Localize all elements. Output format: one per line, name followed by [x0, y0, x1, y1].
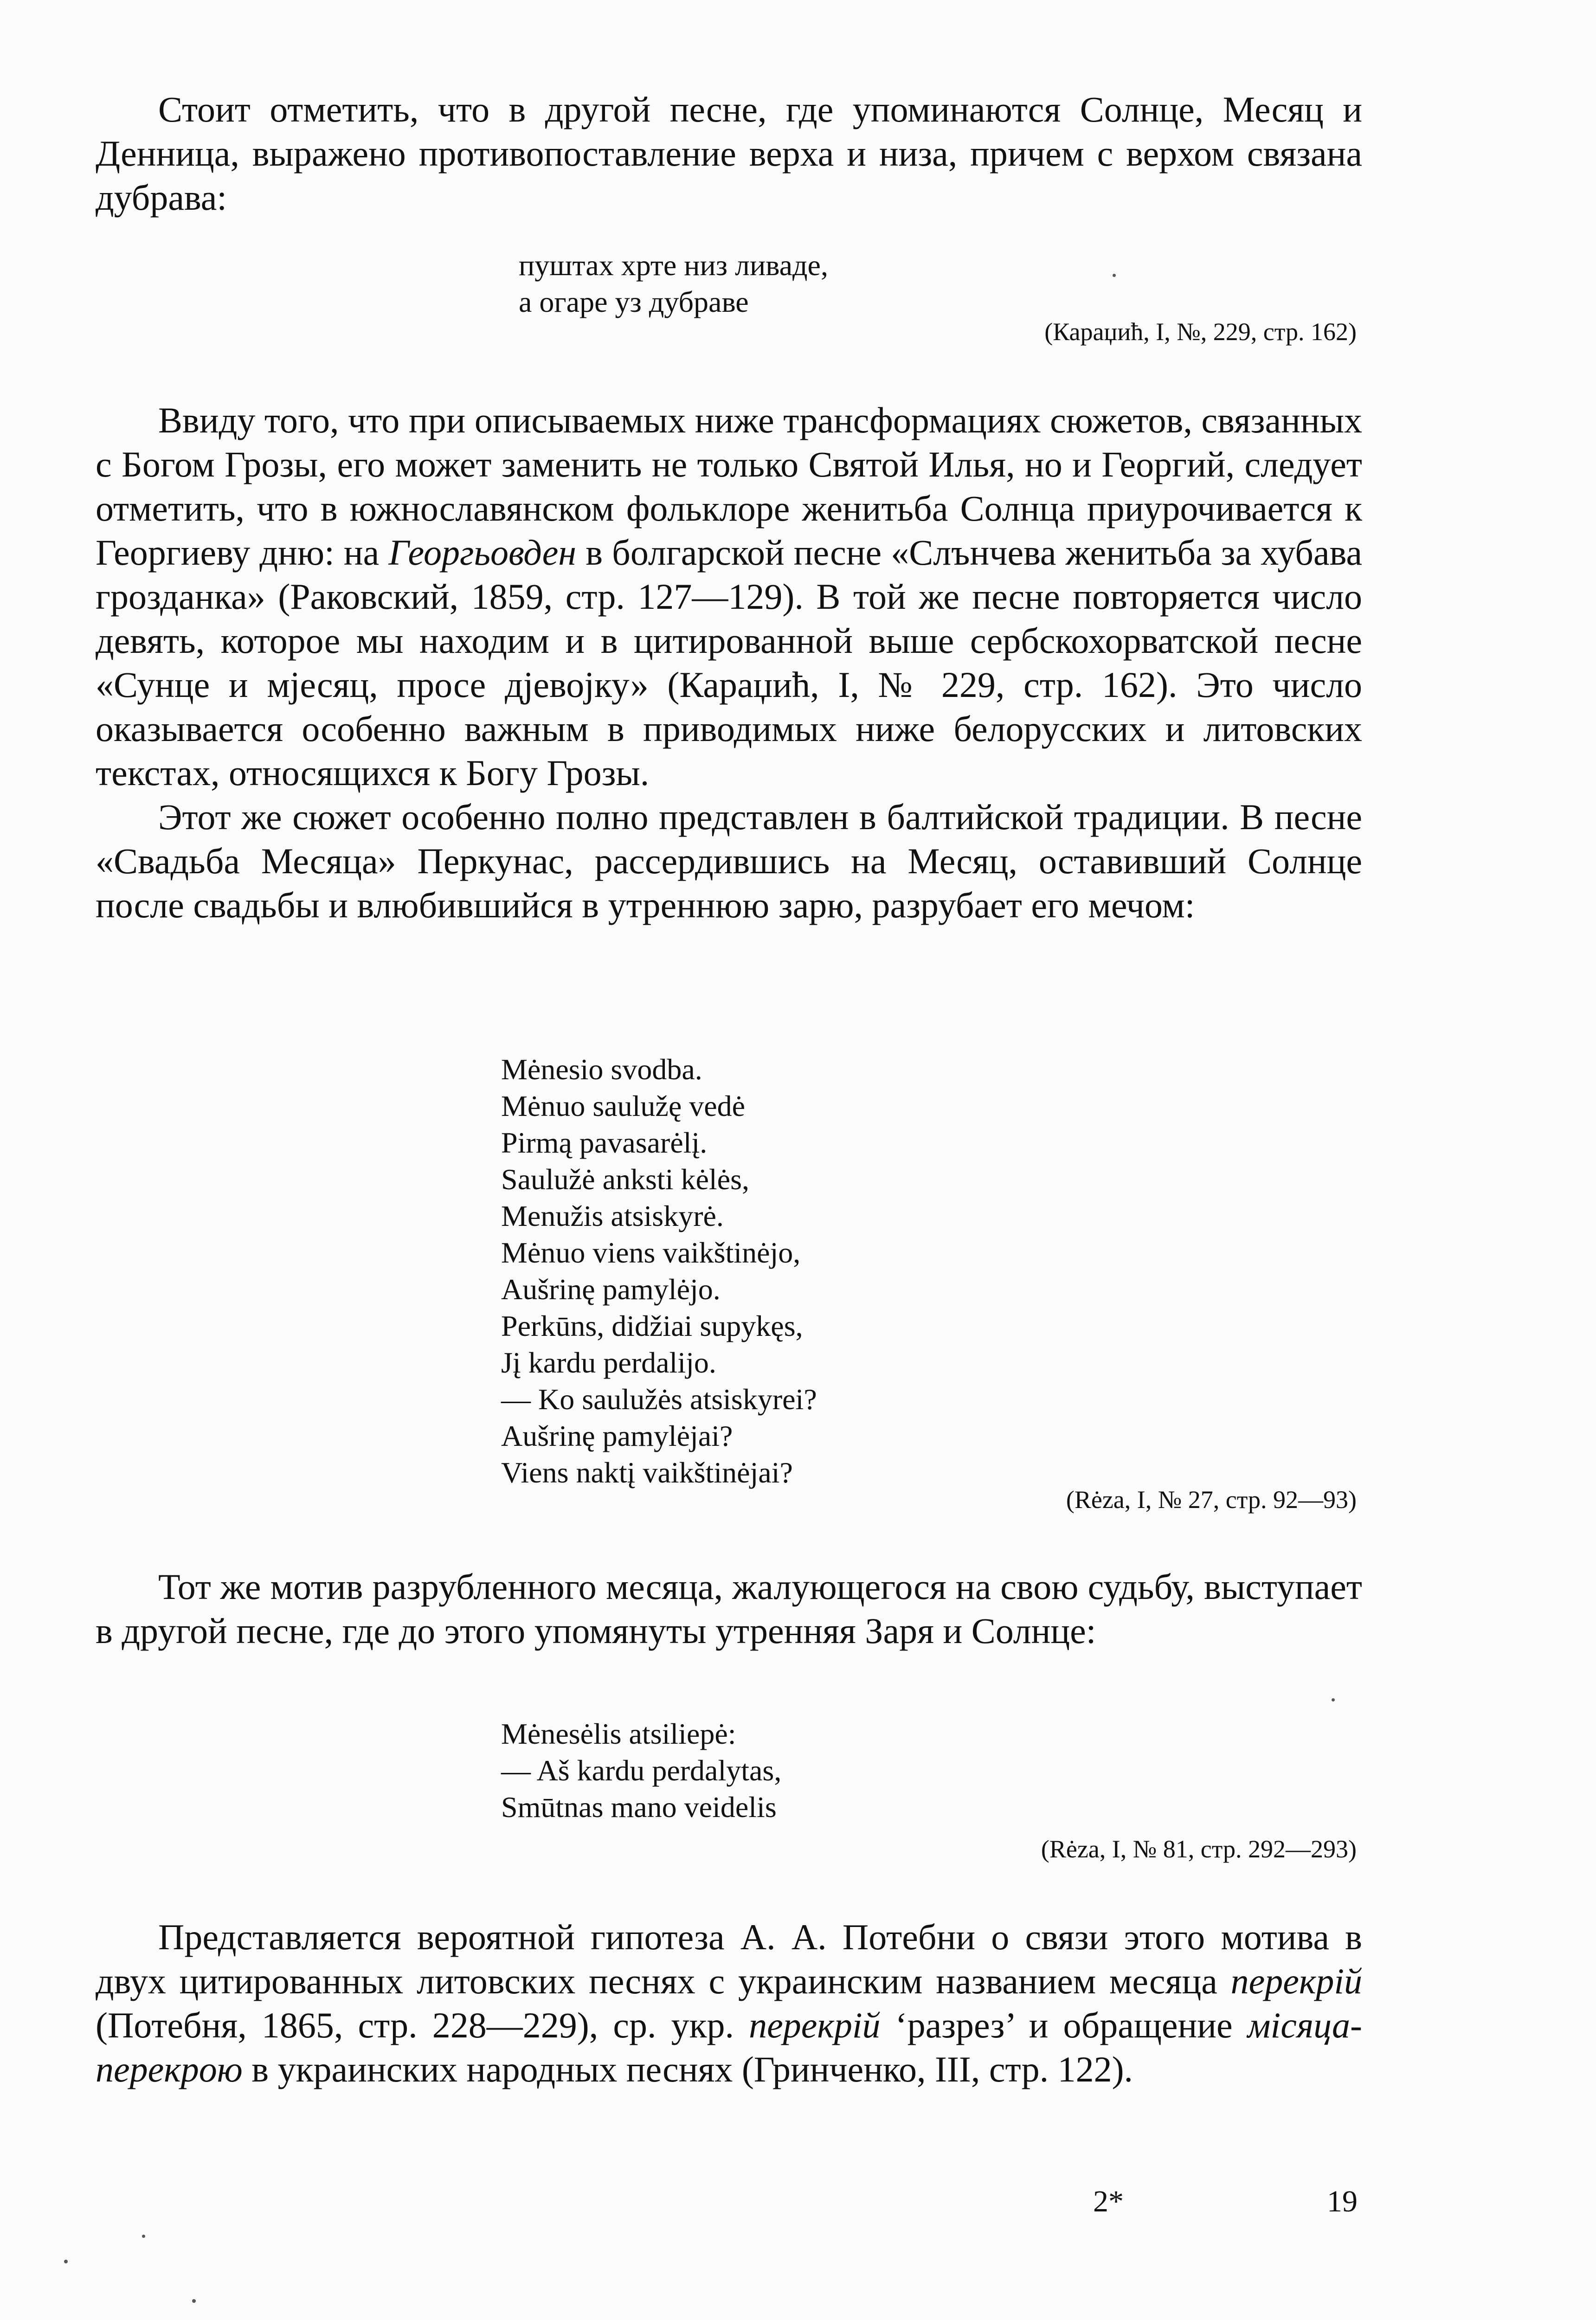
verse-1 [519, 247, 828, 320]
verse-2-line: Aušrinę pamylėjo. [501, 1273, 721, 1306]
verse-2-line: Perkūns, didžiai supykęs, [501, 1309, 803, 1342]
verse-2-line: Mėnuo viens vaikštinėjo, [501, 1236, 801, 1269]
paragraph-5-italic-3: мiсяца-перекрою [96, 2005, 1363, 2089]
verse-1-line: а огаре уз дубраве [519, 285, 749, 318]
verse-2-source: (Rėza, I, № 27, стр. 92—93) [1066, 1486, 1357, 1514]
paragraph-3-text: Этот же сюжет особенно полно представлен в балтийской традиции. В песне «Свадьба Месяца» Перкунас, рассердившись на Месяц, оставивший Солнце после свадьбы и влюбившийся в утреннюю зарю, разрубает его мечом: [96, 797, 1362, 925]
paragraph-5-part-2: (Потебня, 1865, стр. 228—229), ср. укр. [96, 2005, 749, 2045]
paragraph-5-part-4: в украинских народных песнях (Гринченко, III, стр. 122). [242, 2049, 1133, 2089]
verse-2-line: Saulužė anksti kėlės, [501, 1163, 749, 1196]
paragraph-1 [96, 87, 1362, 219]
scan-speck [64, 2260, 68, 2263]
scan-speck [192, 2299, 196, 2303]
verse-2-line: Aušrinę pamylėjai? [501, 1419, 733, 1452]
paragraph-4 [96, 1565, 1362, 1653]
paragraph-2-italic: Георгьовден [388, 532, 577, 573]
scan-speck [142, 2235, 145, 2238]
paragraph-5-part-1: Представляется вероятной гипотеза А. А. Потебни о связи этого мотива в двух цитированных литовских песнях с украинским названием месяца [96, 1917, 1362, 2001]
paragraph-2-part-2: в болгарской песне «Слънчева женитьба за хубава гроздaнка» (Раковский, 1859, стр. 127—129). В той же песне повторяется число девять, которое мы находим и в цитированной выше сербскохорватской песне «Сунце и мјесяц, просе дјевојку» (Караџић, I, № 229, стр. 162). Это число оказывается особенно важным в приводимых ниже белорусских и литовских текстах, относящихся к Богу Грозы. [96, 532, 1362, 793]
verse-2-line: Pirmą pavasarėlį. [501, 1126, 708, 1159]
scan-speck [1332, 1698, 1335, 1701]
scan-speck [1113, 274, 1116, 277]
paragraph-2-text [96, 398, 1362, 795]
paragraph-5-part-3: ‘разрез’ и обращение [880, 2005, 1248, 2045]
verse-2-line: Viens naktį vaikštinėjai? [501, 1456, 793, 1489]
verse-2 [501, 1051, 817, 1491]
paragraph-4-text: Тот же мотив разрубленного месяца, жалующегося на свою судьбу, выступает в другой песне, где до этого упомянуты утренняя Заря и Солнце: [96, 1566, 1362, 1651]
paragraph-5 [96, 1915, 1362, 2091]
paragraph-5-italic-2: перекрiй [749, 2005, 881, 2045]
verse-3-line: Mėnesėlis atsiliepė: [501, 1717, 736, 1750]
paragraph-2 [96, 398, 1362, 927]
paragraph-1-text: Стоит отметить, что в другой песне, где упоминаются Солнце, Месяц и Денница, выражено противопоставление верха и низа, причем с верхом связана дубрава: [96, 89, 1362, 218]
verse-2-line: Jį kardu perdalijo. [501, 1346, 716, 1379]
verse-2-line: Menužis atsiskyrė. [501, 1199, 724, 1232]
page-number: 19 [1327, 2185, 1358, 2218]
signature-mark: 2* [1093, 2185, 1124, 2218]
paragraph-5-italic-1: перекрiй [1230, 1961, 1362, 2001]
verse-3-line: Smūtnas mano veidelis [501, 1791, 777, 1824]
verse-3 [501, 1715, 781, 1825]
verse-2-title: Mėnesio svodba. [501, 1053, 702, 1086]
verse-2-line: — Ko saulužės atsiskyrei? [501, 1383, 817, 1416]
verse-2-line: Mėnuo saulužę vedė [501, 1089, 746, 1122]
paragraph-2-part-1: Ввиду того, что при описываемых ниже трансформациях сюжетов, связанных с Богом Грозы, его может заменить не только Святой Илья, но и Георгий, следует отметить, что в южнославянском фольклоре женитьба Солнца приурочивается к Георгиеву дню: на [96, 400, 1362, 573]
paragraph-5-text [96, 1915, 1362, 2091]
verse-1-source: (Караџић, I, №, 229, стр. 162) [1044, 318, 1357, 346]
verse-3-line: — Aš kardu perdalytas, [501, 1754, 782, 1787]
verse-3-source: (Rėza, I, № 81, стр. 292—293) [1041, 1835, 1357, 1863]
verse-1-line: пуштах хрте низ ливаде, [519, 249, 828, 282]
